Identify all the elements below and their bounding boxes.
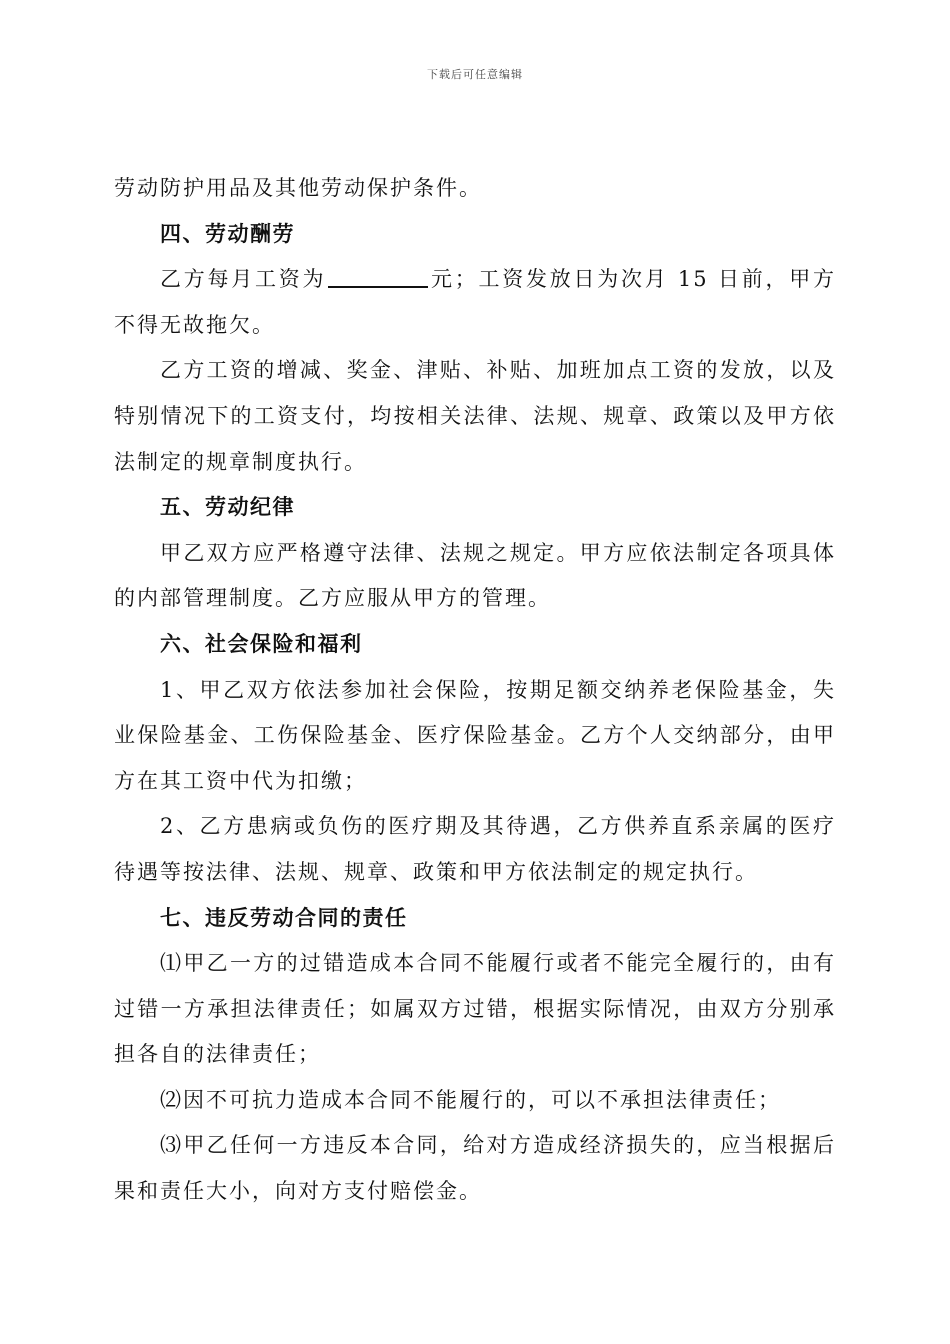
- salary-amount-blank[interactable]: [328, 264, 428, 288]
- section-heading-discipline: 五、劳动纪律: [160, 495, 295, 520]
- paragraph-salary: [114, 257, 836, 348]
- document-body: [114, 166, 836, 1215]
- section-heading-insurance: 六、社会保险和福利: [160, 631, 363, 656]
- paragraph-liability-2: ⑵因不可抗力造成本合同不能履行的，可以不承担法律责任；: [160, 1087, 781, 1112]
- paragraph-salary-changes: 乙方工资的增减、奖金、津贴、补贴、加班加点工资的发放，以及特别情况下的工资支付，均按相关法律、法规、规章、政策以及甲方依法制定的规章制度执行。: [114, 358, 836, 474]
- paragraph-liability-1: ⑴甲乙一方的过错造成本合同不能履行或者不能完全履行的，由有过错一方承担法律责任；如属双方过错，根据实际情况，由双方分别承担各自的法律责任；: [114, 951, 836, 1067]
- salary-text-before: 乙方每月工资为: [160, 267, 327, 292]
- paragraph-insurance-1: 1、甲乙双方依法参加社会保险，按期足额交纳养老保险基金，失业保险基金、工伤保险基金、医疗保险基金。乙方个人交纳部分，由甲方在其工资中代为扣缴；: [114, 677, 836, 793]
- page-header: 下载后可任意编辑: [427, 68, 523, 81]
- paragraph-protection: 劳动防护用品及其他劳动保护条件。: [114, 176, 482, 200]
- paragraph-discipline: 甲乙双方应严格遵守法律、法规之规定。甲方应依法制定各项具体的内部管理制度。乙方应服从甲方的管理。: [114, 540, 836, 611]
- section-heading-liability: 七、违反劳动合同的责任: [160, 905, 408, 930]
- paragraph-insurance-2: 2、乙方患病或负伤的医疗期及其待遇，乙方供养直系亲属的医疗待遇等按法律、法规、规章、政策和甲方依法制定的规定执行。: [114, 814, 836, 884]
- paragraph-liability-3: ⑶甲乙任何一方违反本合同，给对方造成经济损失的，应当根据后果和责任大小，向对方支付赔偿金。: [114, 1133, 836, 1204]
- section-heading-remuneration: 四、劳动酬劳: [160, 221, 295, 246]
- salary-text-after: 元；工资发放日为次月 15 日前，甲方不得无故拖欠。: [114, 267, 836, 337]
